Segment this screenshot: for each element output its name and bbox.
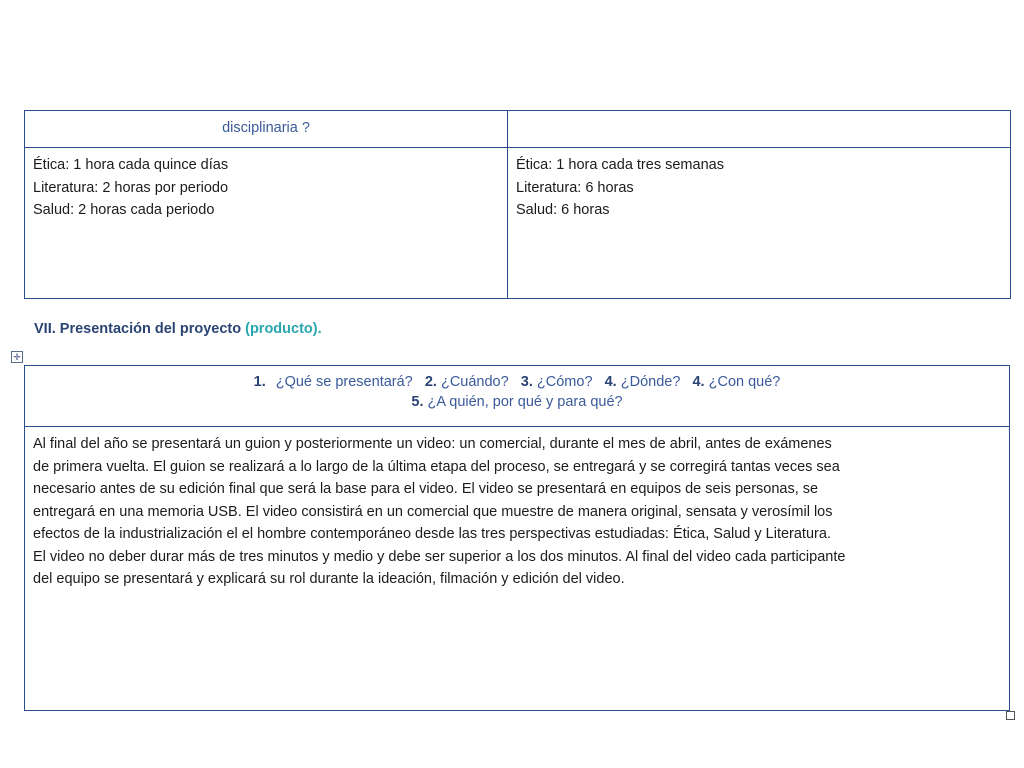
section-heading xyxy=(34,321,322,337)
hours-table-header-left[interactable] xyxy=(25,111,508,148)
q5-number: 5. xyxy=(411,394,424,410)
product-questions-cell[interactable] xyxy=(25,366,1010,427)
q4a-text: ¿Dónde? xyxy=(620,374,681,390)
product-description-cell[interactable] xyxy=(25,427,1010,711)
description-line: de primera vuelta. El guion se realizará a lo largo de la última etapa del proceso, se entregará y se corregirá tantas veces sea xyxy=(33,458,840,475)
hours-table-header-right[interactable] xyxy=(508,111,1011,148)
hours-table-body-row xyxy=(25,148,1011,299)
q4a-number: 4. xyxy=(604,374,617,390)
hours-table-cell-right[interactable] xyxy=(508,148,1011,299)
hours-table-cell-left[interactable] xyxy=(25,148,508,299)
description-line: El video no deber durar más de tres minutos y medio y debe ser superior a los dos minutos. Al final del video cada participante xyxy=(33,548,846,565)
description-line: necesario antes de su edición final que será la base para el video. El video se presentará en equipos de seis personas, se xyxy=(33,481,819,497)
right-line-salud: Salud: 6 horas xyxy=(516,202,610,218)
header-right-text xyxy=(508,111,1010,120)
header-left-text: disciplinaria ? xyxy=(222,120,310,136)
product-questions-row xyxy=(25,366,1010,427)
hours-table xyxy=(24,110,1011,299)
q4b-text: ¿Con qué? xyxy=(708,374,781,390)
description-line: Al final del año se presentará un guion y posteriormente un video: un comercial, durante el mes de abril, antes de exámenes xyxy=(33,436,832,452)
table-resize-handle-icon[interactable] xyxy=(1006,711,1015,720)
product-table xyxy=(24,365,1010,711)
q4b-number: 4. xyxy=(692,374,705,390)
q1-text: ¿Qué se presentará? xyxy=(275,374,413,390)
left-line-etica: Ética: 1 hora cada quince días xyxy=(33,157,229,173)
description-line: entregará en una memoria USB. El video consistirá en un comercial que muestre de manera original, sensata y verosímil los xyxy=(33,503,833,520)
q3-number: 3. xyxy=(520,374,533,390)
questions-line-1 xyxy=(25,372,1009,392)
right-line-etica: Ética: 1 hora cada tres semanas xyxy=(516,157,724,173)
left-line-salud: Salud: 2 horas cada periodo xyxy=(33,202,215,218)
q3-text: ¿Cómo? xyxy=(536,374,593,390)
table-move-handle-icon[interactable]: ✛ xyxy=(11,351,23,363)
section-title-accent: (producto). xyxy=(245,321,322,337)
q5-text: ¿A quién, por qué y para qué? xyxy=(427,394,623,410)
q2-number: 2. xyxy=(424,374,437,390)
hours-table-header-row xyxy=(25,111,1011,148)
description-line: efectos de la industrialización el el hombre contemporáneo desde las tres perspectivas estudiadas: Ética, Salud y Literatura. xyxy=(33,526,831,542)
description-line: del equipo se presentará y explicará su rol durante la ideación, filmación y edición del video. xyxy=(33,571,625,587)
questions-line-2 xyxy=(25,392,1009,412)
product-description-row xyxy=(25,427,1010,711)
right-line-literatura: Literatura: 6 horas xyxy=(516,179,634,196)
section-title-main: VII. Presentación del proyecto xyxy=(34,321,246,337)
left-line-literatura: Literatura: 2 horas por periodo xyxy=(33,179,229,196)
q1-number: 1. xyxy=(253,374,266,390)
q2-text: ¿Cuándo? xyxy=(440,374,509,390)
